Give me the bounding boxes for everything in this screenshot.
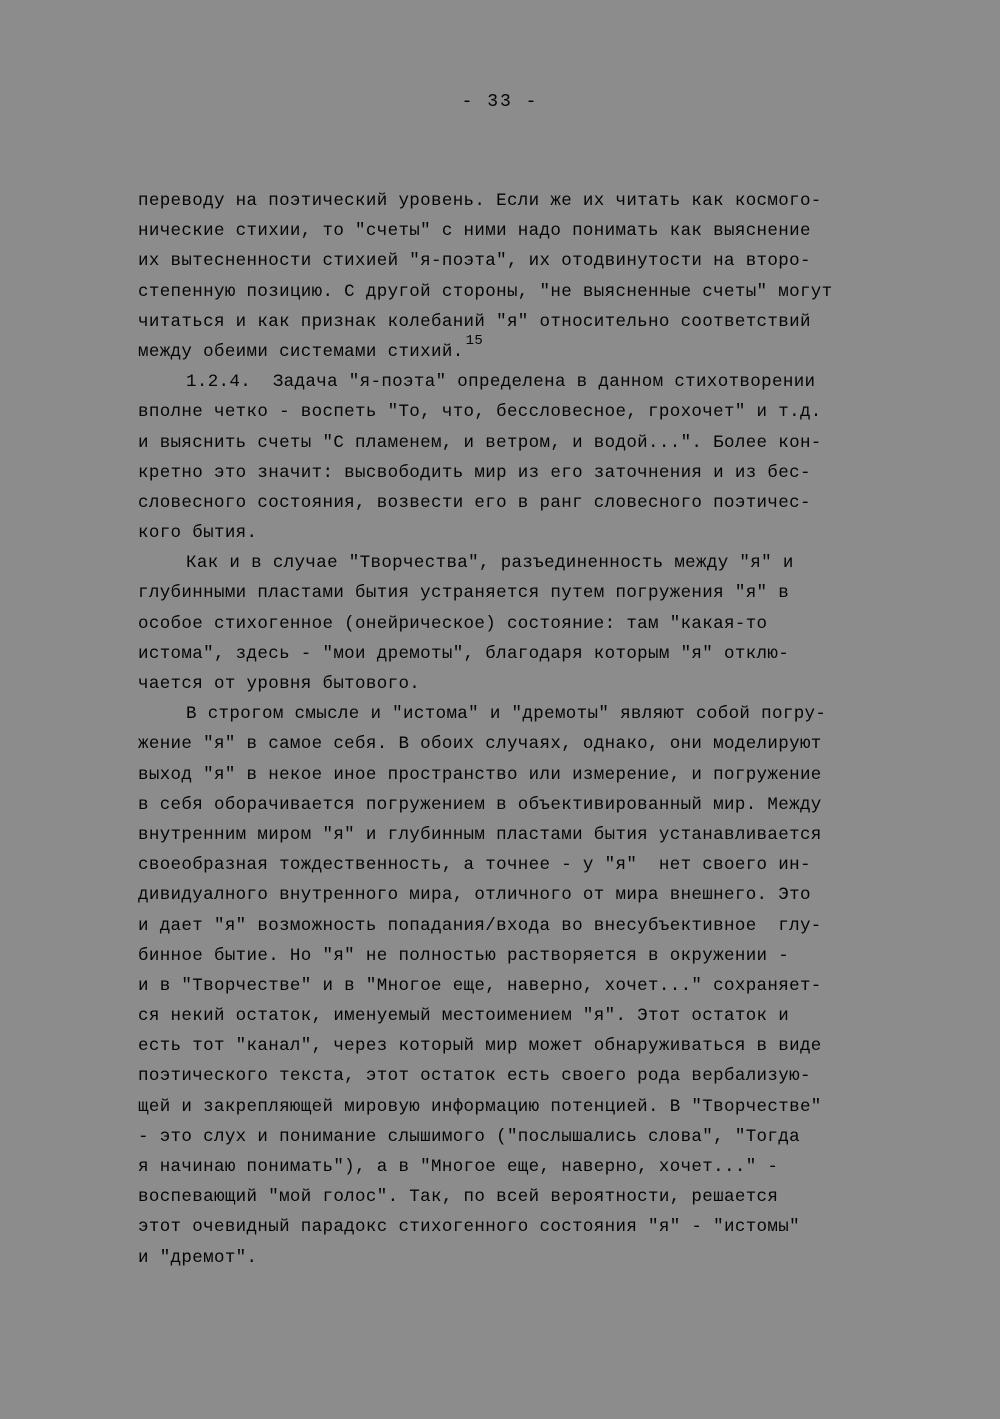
text-line xyxy=(138,729,918,759)
text-line xyxy=(138,1182,918,1212)
text-line xyxy=(138,790,918,820)
text-line xyxy=(138,1001,918,1031)
text-line xyxy=(138,699,918,729)
text-line-content: есть тот "канал", через который мир может обнаруживаться в виде xyxy=(138,1036,822,1057)
text-line xyxy=(138,880,918,910)
text-line xyxy=(138,332,918,367)
text-line xyxy=(138,639,918,669)
text-line xyxy=(138,941,918,971)
text-line-content: и в "Творчестве" и в "Многое еще, наверно, хочет..." сохраняет- xyxy=(138,975,822,996)
text-line xyxy=(138,1092,918,1122)
text-line xyxy=(138,548,918,578)
footnote-marker: 15 xyxy=(465,332,484,349)
text-line-content: ся некий остаток, именуемый местоимением "я". Этот остаток и xyxy=(138,1006,790,1027)
text-line-content: я начинаю понимать"), а в "Многое еще, наверно, хочет..." - xyxy=(138,1157,779,1177)
text-line-content: выход "я" в некое иное пространство или измерение, и погружение xyxy=(138,764,822,785)
text-line xyxy=(138,1061,918,1091)
text-line-content: и выяснить счеты "С пламенем, и ветром, и водой...". Более кон- xyxy=(138,432,822,453)
text-line xyxy=(138,609,918,639)
text-line-content: Как и в случае "Творчества", разъединенность между "я" и xyxy=(186,553,794,574)
text-line xyxy=(138,1152,918,1182)
text-line-content: глубинными пластами бытия устраняется путем погружения "я" в xyxy=(138,583,790,604)
text-line xyxy=(138,428,918,458)
text-line-content: между обеими системами стихий. xyxy=(138,341,464,362)
text-line-content: 1.2.4. Задача "я-поэта" определена в данном стихотворении xyxy=(186,372,816,393)
text-line-content: и дает "я" возможность попадания/входа во внесубъективное глу- xyxy=(138,915,822,936)
text-line-content: кретно это значит: высвободить мир из его заточнения и из бес- xyxy=(138,462,811,483)
text-line xyxy=(138,277,918,307)
text-line xyxy=(138,397,918,427)
text-line xyxy=(138,216,918,246)
text-line-content: вполне четко - воспеть "То, что, бессловесное, грохочет" и т.д. xyxy=(138,402,822,423)
text-line xyxy=(138,458,918,488)
text-line-content: жение "я" в самое себя. В обоих случаях, однако, они моделируют xyxy=(138,734,822,755)
page-number: - 33 - xyxy=(461,92,539,112)
text-line-content: бинное бытие. Но "я" не полностью растворяется в окружении - xyxy=(138,945,790,966)
text-line-content: дивидуалного внутренного мира, отличного от мира внешнего. Это xyxy=(138,885,811,906)
text-line-content: своеобразная тождественность, а точнее - у "я" нет своего ин- xyxy=(138,855,811,876)
text-line xyxy=(138,1243,918,1273)
text-line xyxy=(138,367,918,397)
text-line xyxy=(138,971,918,1001)
text-line-content: в себя оборачивается погружением в объективированный мир. Между xyxy=(138,794,822,815)
text-line-content: - это слух и понимание слышимого ("послышались слова", "Тогда xyxy=(138,1126,800,1147)
text-line xyxy=(138,1122,918,1152)
text-line xyxy=(138,186,918,216)
text-line xyxy=(138,760,918,790)
text-line xyxy=(138,578,918,608)
text-line xyxy=(138,307,918,337)
text-line xyxy=(138,518,918,548)
body-text xyxy=(138,186,918,1273)
text-line xyxy=(138,820,918,850)
text-line-content: степенную позицию. С другой стороны, "не выясненные счеты" могут xyxy=(138,281,833,302)
text-line-content: и "дремот". xyxy=(138,1247,258,1268)
text-line-content: нические стихии, то "счеты" с ними надо понимать как выяснение xyxy=(138,221,811,242)
text-line xyxy=(138,669,918,699)
text-line-content: воспевающий "мой голос". Так, по всей вероятности, решается xyxy=(138,1187,779,1208)
text-line xyxy=(138,488,918,518)
text-line xyxy=(138,246,918,276)
text-line-content: поэтического текста, этот остаток есть своего рода вербализую- xyxy=(138,1066,811,1087)
text-line xyxy=(138,850,918,880)
text-line xyxy=(138,1031,918,1061)
text-line-content: чается от уровня бытового. xyxy=(138,674,421,694)
text-line-content: их вытесненности стихией "я-поэта", их отодвинутости на второ- xyxy=(138,251,811,272)
text-line-content: особое стихогенное (онейрическое) состояние: там "какая-то xyxy=(138,613,768,634)
text-line-content: щей и закрепляющей мировую информацию потенцией. В "Творчестве" xyxy=(138,1096,822,1117)
text-line xyxy=(138,1212,918,1242)
text-line-content: истома", здесь - "мои дремоты", благодаря которым "я" отклю- xyxy=(138,643,790,664)
text-line-content: В строгом смысле и "истома" и "дремоты" являют собой погру- xyxy=(186,704,827,725)
text-line xyxy=(138,911,918,941)
text-line-content: внутренним миром "я" и глубинным пластами бытия устанавливается xyxy=(138,824,822,845)
text-line-content: переводу на поэтический уровень. Если же их читать как космого- xyxy=(138,191,822,211)
text-line-content: словесного состояния, возвести его в ранг словесного поэтичес- xyxy=(138,492,811,513)
text-line-content: кого бытия. xyxy=(138,523,258,544)
text-line-content: этот очевидный парадокс стихогенного состояния "я" - "истомы" xyxy=(138,1217,800,1238)
text-line-content: читаться и как признак колебаний "я" относительно соответствий xyxy=(138,311,811,332)
